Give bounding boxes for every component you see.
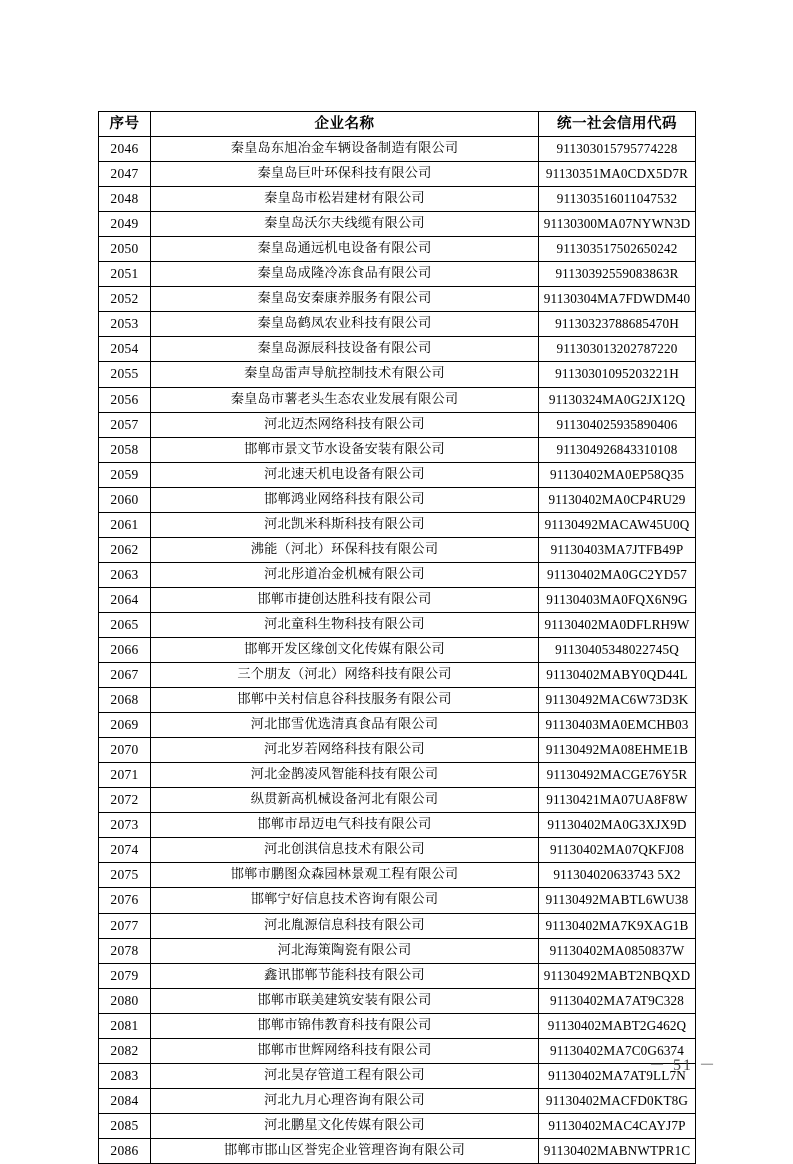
cell-credit-code: 91130405348022745Q: [539, 637, 696, 662]
cell-enterprise-name: 河北创淇信息技术有限公司: [151, 838, 539, 863]
column-header-credit-code: 统一社会信用代码: [539, 112, 696, 137]
cell-enterprise-name: 秦皇岛通远机电设备有限公司: [151, 237, 539, 262]
cell-sequence: 2056: [99, 387, 151, 412]
cell-sequence: 2066: [99, 637, 151, 662]
cell-credit-code: 91130403MA7JTFB49P: [539, 537, 696, 562]
cell-credit-code: 91130492MACAW45U0Q: [539, 512, 696, 537]
cell-credit-code: 91130402MA0DFLRH9W: [539, 612, 696, 637]
cell-sequence: 2053: [99, 312, 151, 337]
table-body: [99, 137, 696, 1164]
table-row: [99, 1138, 696, 1163]
cell-credit-code: 91130323788685470H: [539, 312, 696, 337]
table-row: [99, 587, 696, 612]
cell-sequence: 2071: [99, 763, 151, 788]
cell-sequence: 2065: [99, 612, 151, 637]
table-row: [99, 237, 696, 262]
cell-sequence: 2078: [99, 938, 151, 963]
cell-credit-code: 911304025935890406: [539, 412, 696, 437]
table-row: [99, 137, 696, 162]
cell-enterprise-name: 秦皇岛源辰科技设备有限公司: [151, 337, 539, 362]
cell-credit-code: 911303015795774228: [539, 137, 696, 162]
cell-enterprise-name: 河北金鹊凌风智能科技有限公司: [151, 763, 539, 788]
cell-enterprise-name: 河北彤道冶金机械有限公司: [151, 562, 539, 587]
cell-sequence: 2077: [99, 913, 151, 938]
cell-enterprise-name: 秦皇岛鹤凤农业科技有限公司: [151, 312, 539, 337]
cell-sequence: 2076: [99, 888, 151, 913]
column-header-enterprise-name: 企业名称: [151, 112, 539, 137]
cell-sequence: 2052: [99, 287, 151, 312]
cell-credit-code: 91130402MA0EP58Q35: [539, 462, 696, 487]
cell-enterprise-name: 邯郸市景文节水设备安装有限公司: [151, 437, 539, 462]
cell-credit-code: 91130492MABT2NBQXD: [539, 963, 696, 988]
cell-sequence: 2081: [99, 1013, 151, 1038]
table-row: [99, 988, 696, 1013]
cell-enterprise-name: 河北邯雪优选清真食品有限公司: [151, 713, 539, 738]
cell-enterprise-name: 秦皇岛市薯老头生态农业发展有限公司: [151, 387, 539, 412]
cell-enterprise-name: 邯郸宁好信息技术咨询有限公司: [151, 888, 539, 913]
cell-sequence: 2048: [99, 187, 151, 212]
cell-enterprise-name: 河北昊存管道工程有限公司: [151, 1063, 539, 1088]
cell-enterprise-name: 河北岁若网络科技有限公司: [151, 738, 539, 763]
cell-enterprise-name: 邯郸市捷创达胜科技有限公司: [151, 587, 539, 612]
table-row: [99, 362, 696, 387]
cell-credit-code: 91130351MA0CDX5D7R: [539, 162, 696, 187]
table-row: [99, 387, 696, 412]
cell-credit-code: 91130492MACGE76Y5R: [539, 763, 696, 788]
cell-enterprise-name: 秦皇岛市松岩建材有限公司: [151, 187, 539, 212]
table-row: [99, 612, 696, 637]
cell-enterprise-name: 鑫讯邯郸节能科技有限公司: [151, 963, 539, 988]
cell-credit-code: 91130402MABNWTPR1C: [539, 1138, 696, 1163]
cell-sequence: 2073: [99, 813, 151, 838]
cell-credit-code: 911303013202787220: [539, 337, 696, 362]
table-row: [99, 738, 696, 763]
cell-sequence: 2062: [99, 537, 151, 562]
table-row: [99, 212, 696, 237]
cell-enterprise-name: 河北九月心理咨询有限公司: [151, 1088, 539, 1113]
table-row: [99, 337, 696, 362]
cell-enterprise-name: 秦皇岛雷声导航控制技术有限公司: [151, 362, 539, 387]
cell-enterprise-name: 秦皇岛东旭冶金车辆设备制造有限公司: [151, 137, 539, 162]
table-row: [99, 663, 696, 688]
table-row: [99, 963, 696, 988]
cell-sequence: 2085: [99, 1113, 151, 1138]
cell-credit-code: 91130402MA07QKFJ08: [539, 838, 696, 863]
cell-sequence: 2058: [99, 437, 151, 462]
column-header-sequence: 序号: [99, 112, 151, 137]
cell-credit-code: 91130301095203221H: [539, 362, 696, 387]
cell-credit-code: 91130492MA08EHME1B: [539, 738, 696, 763]
cell-sequence: 2061: [99, 512, 151, 537]
cell-credit-code: 911303516011047532: [539, 187, 696, 212]
cell-credit-code: 91130324MA0G2JX12Q: [539, 387, 696, 412]
cell-enterprise-name: 秦皇岛沃尔夫线缆有限公司: [151, 212, 539, 237]
cell-enterprise-name: 河北凯米科斯科技有限公司: [151, 512, 539, 537]
table-header: [99, 112, 696, 137]
table-row: [99, 637, 696, 662]
cell-enterprise-name: 三个朋友（河北）网络科技有限公司: [151, 663, 539, 688]
table-row: [99, 763, 696, 788]
table-row: [99, 312, 696, 337]
table-row: [99, 562, 696, 587]
cell-credit-code: 91130402MA7AT9LL7N: [539, 1063, 696, 1088]
cell-credit-code: 91130492MABTL6WU38: [539, 888, 696, 913]
table-row: [99, 287, 696, 312]
cell-credit-code: 91130492MAC6W73D3K: [539, 688, 696, 713]
cell-credit-code: 91130402MACFD0KT8G: [539, 1088, 696, 1113]
cell-sequence: 2069: [99, 713, 151, 738]
table-row: [99, 688, 696, 713]
cell-credit-code: 91130402MA7C0G6374: [539, 1038, 696, 1063]
table-row: [99, 813, 696, 838]
cell-enterprise-name: 邯郸中关村信息谷科技服务有限公司: [151, 688, 539, 713]
cell-sequence: 2064: [99, 587, 151, 612]
cell-enterprise-name: 邯郸市锦伟教育科技有限公司: [151, 1013, 539, 1038]
table-row: [99, 888, 696, 913]
cell-sequence: 2084: [99, 1088, 151, 1113]
cell-credit-code: 91130421MA07UA8F8W: [539, 788, 696, 813]
cell-credit-code: 91130402MABY0QD44L: [539, 663, 696, 688]
cell-enterprise-name: 河北胤源信息科技有限公司: [151, 913, 539, 938]
cell-enterprise-name: 河北迈杰网络科技有限公司: [151, 412, 539, 437]
cell-enterprise-name: 河北海策陶瓷有限公司: [151, 938, 539, 963]
cell-credit-code: 91130402MA0CP4RU29: [539, 487, 696, 512]
cell-enterprise-name: 河北鹏星文化传媒有限公司: [151, 1113, 539, 1138]
cell-enterprise-name: 秦皇岛安秦康养服务有限公司: [151, 287, 539, 312]
cell-enterprise-name: 秦皇岛成隆冷冻食品有限公司: [151, 262, 539, 287]
cell-enterprise-name: 邯郸开发区缘创文化传媒有限公司: [151, 637, 539, 662]
cell-sequence: 2046: [99, 137, 151, 162]
cell-sequence: 2060: [99, 487, 151, 512]
table-row: [99, 537, 696, 562]
cell-sequence: 2086: [99, 1138, 151, 1163]
cell-enterprise-name: 河北速天机电设备有限公司: [151, 462, 539, 487]
cell-enterprise-name: 邯郸市昂迈电气科技有限公司: [151, 813, 539, 838]
cell-sequence: 2083: [99, 1063, 151, 1088]
cell-credit-code: 911303517502650242: [539, 237, 696, 262]
cell-credit-code: 911304020633743 5X2: [539, 863, 696, 888]
cell-sequence: 2063: [99, 562, 151, 587]
enterprise-registry-table-container: [98, 111, 695, 1164]
cell-sequence: 2074: [99, 838, 151, 863]
cell-credit-code: 91130402MA0GC2YD57: [539, 562, 696, 587]
cell-enterprise-name: 沸能（河北）环保科技有限公司: [151, 537, 539, 562]
page-number: － 51 －: [648, 1057, 717, 1074]
table-row: [99, 838, 696, 863]
table-row: [99, 262, 696, 287]
cell-credit-code: 91130300MA07NYWN3D: [539, 212, 696, 237]
cell-sequence: 2067: [99, 663, 151, 688]
table-row: [99, 788, 696, 813]
cell-sequence: 2047: [99, 162, 151, 187]
cell-credit-code: 91130403MA0FQX6N9G: [539, 587, 696, 612]
cell-credit-code: 91130402MA7AT9C328: [539, 988, 696, 1013]
cell-enterprise-name: 邯郸市鹏图众森园林景观工程有限公司: [151, 863, 539, 888]
table-row: [99, 512, 696, 537]
cell-sequence: 2051: [99, 262, 151, 287]
cell-sequence: 2057: [99, 412, 151, 437]
enterprise-registry-table: [98, 111, 696, 1164]
table-row: [99, 437, 696, 462]
cell-sequence: 2079: [99, 963, 151, 988]
cell-enterprise-name: 邯郸市世辉网络科技有限公司: [151, 1038, 539, 1063]
cell-sequence: 2075: [99, 863, 151, 888]
cell-sequence: 2070: [99, 738, 151, 763]
cell-credit-code: 91130304MA7FDWDM40: [539, 287, 696, 312]
table-row: [99, 1113, 696, 1138]
table-row: [99, 863, 696, 888]
cell-credit-code: 91130402MA0850837W: [539, 938, 696, 963]
cell-enterprise-name: 邯郸市联美建筑安装有限公司: [151, 988, 539, 1013]
cell-credit-code: 91130402MA0G3XJX9D: [539, 813, 696, 838]
cell-credit-code: 91130402MA7K9XAG1B: [539, 913, 696, 938]
table-row: [99, 913, 696, 938]
table-row: [99, 487, 696, 512]
cell-enterprise-name: 邯郸鸿业网络科技有限公司: [151, 487, 539, 512]
cell-sequence: 2054: [99, 337, 151, 362]
table-row: [99, 713, 696, 738]
cell-credit-code: 911304926843310108: [539, 437, 696, 462]
table-row: [99, 162, 696, 187]
cell-sequence: 2068: [99, 688, 151, 713]
cell-enterprise-name: 河北童科生物科技有限公司: [151, 612, 539, 637]
table-row: [99, 1088, 696, 1113]
cell-credit-code: 91130392559083863R: [539, 262, 696, 287]
table-row: [99, 187, 696, 212]
table-row: [99, 1013, 696, 1038]
cell-sequence: 2050: [99, 237, 151, 262]
cell-sequence: 2049: [99, 212, 151, 237]
cell-credit-code: 91130402MABT2G462Q: [539, 1013, 696, 1038]
cell-credit-code: 91130402MAC4CAYJ7P: [539, 1113, 696, 1138]
cell-sequence: 2055: [99, 362, 151, 387]
cell-sequence: 2082: [99, 1038, 151, 1063]
cell-sequence: 2080: [99, 988, 151, 1013]
cell-enterprise-name: 纵贯新高机械设备河北有限公司: [151, 788, 539, 813]
cell-sequence: 2072: [99, 788, 151, 813]
table-header-row: [99, 112, 696, 137]
cell-enterprise-name: 邯郸市邯山区誉宪企业管理咨询有限公司: [151, 1138, 539, 1163]
cell-credit-code: 91130403MA0EMCHB03: [539, 713, 696, 738]
cell-sequence: 2059: [99, 462, 151, 487]
table-row: [99, 412, 696, 437]
table-row: [99, 462, 696, 487]
cell-enterprise-name: 秦皇岛巨叶环保科技有限公司: [151, 162, 539, 187]
table-row: [99, 938, 696, 963]
